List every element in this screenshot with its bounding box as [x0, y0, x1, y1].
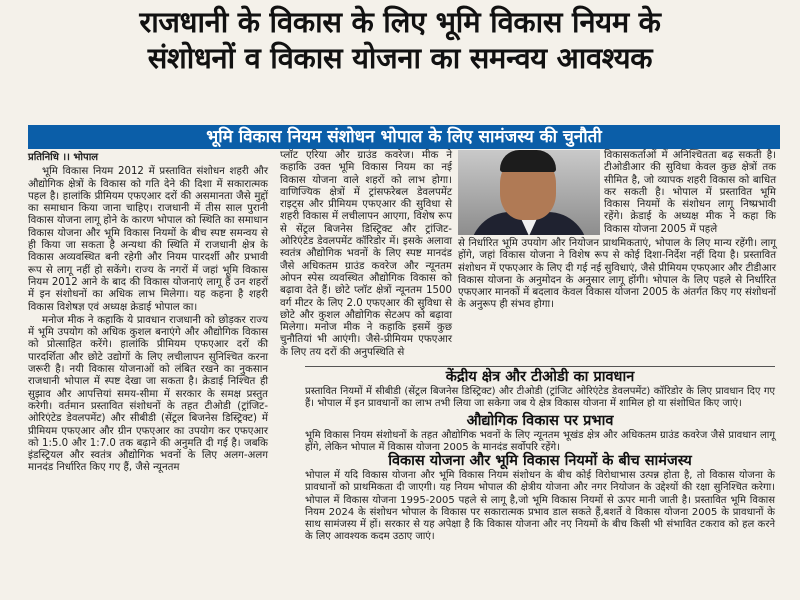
section-industrial [305, 412, 775, 455]
article-column-3-lower [458, 238, 776, 313]
headline-line-1: राजधानी के विकास के लिए भूमि विकास नियम के [139, 5, 661, 39]
headline-line-2: संशोधनों व विकास योजना का समन्वय आवश्यक [147, 41, 653, 75]
headline [0, 4, 800, 76]
paragraph: से निर्धारित भूमि उपयोग और नियोजन प्राथमिकताएं, भोपाल के लिए मान्य रहेंगी। लागू होंगे, जहां विकास योजना ने विशेष रूप से कोई दिशा-निर्देश नहीं दिया है। प्रस्तावित संशोधन में एफएआर के लिए दी गई नई सुविधाएं, जैसे प्रीमियम एफएआर और टीडीआर विकास योजना के अनुमोदन के अनुसार लागू होंगी। भोपाल के लिए पहले से निर्धारित एफएआर मानकों में बदलाव केवल विकास योजना 2005 के अंतर्गत किए गए संशोधनों के अनुरूप ही संभव होगा। [458, 238, 777, 311]
section-body: भूमि विकास नियम संशोधनों के तहत औद्योगिक भवनों के लिए न्यूनतम भूखंड क्षेत्र और अधिकतम ग्राउंड कवरेज जैसे प्रावधान लागू होंगे, लेकिन भोपाल में विकास योजना 2005 के मानदंड सर्वोपरि रहेंगे। [305, 430, 775, 454]
article-column-1 [28, 152, 268, 476]
section-title: केंद्रीय क्षेत्र और टीओडी का प्रावधान [445, 369, 635, 385]
paragraph: प्लॉट एरिया और ग्राउंड कवरेज। मीक ने कहाकि उक्त भूमि विकास नियम का नई विकास योजना वाले शहरों को लाभ होगा। वाणिज्यिक क्षेत्रों में ट्रांसफरेबल डेवलपमेंट राइट्स और प्रीमियम एफएआर की सुविधा से शहरी विकास में लचीलापन आएगा, विशेष रूप से सेंट्रल बिजनेस डिस्ट्रिक्ट और ट्रांजिट-ओरिएंटेड डेवलपमेंट कॉरिडोर में। इसके अलावा स्वतंत्र औद्योगिक भवनों के लिए स्पष्ट मानदंड जैसे अधिकतम ग्राउंड कवरेज और न्यूनतम ओपन स्पेस व्यवस्थित औद्योगिक विकास को बढ़ावा देते हैं। छोटे प्लॉट क्षेत्रों न्यूनतम 1500 वर्ग मीटर के लिए 2.0 एफएआर की सुविधा से छोटे और कुशल औद्योगिक सेटअप को बढ़ावा मिलेगा। मनोज मीक ने कहाकि इसमें कुछ चुनौतियां भी आएंगी। जैसे-प्रीमियम एफएआर के लिए तय दरों की अनुपस्थिति से [280, 150, 452, 358]
byline: प्रतिनिधि ।। भोपाल [28, 152, 99, 163]
article-column-3-upper [604, 150, 776, 237]
article-column-2 [280, 150, 452, 360]
section-title: विकास योजना और भूमि विकास नियमों के बीच सामंजस्य [388, 453, 692, 469]
author-photo [458, 150, 600, 235]
section-harmony [305, 452, 775, 544]
divider [305, 366, 775, 367]
subheadline-banner: भूमि विकास नियम संशोधन भोपाल के लिए सामंजस्य की चुनौती [28, 125, 780, 149]
paragraph: विकासकर्ताओं में अनिश्चितता बढ़ सकती है। टीओडीआर की सुविधा केवल कुछ क्षेत्रों तक सीमित है, जो व्यापक शहरी विकास को बाधित कर सकती है। भोपाल में प्रस्तावित भूमि विकास नियमों के संशोधन लागू निष्प्रभावी रहेंगे। क्रेडाई के अध्यक्ष मीक ने कहा कि विकास योजना 2005 में पहले [604, 150, 776, 235]
section-cbd-tod [305, 368, 775, 411]
paragraph: भूमि विकास नियम 2012 में प्रस्तावित संशोधन शहरी और औद्योगिक क्षेत्रों के विकास को गति देने की दिशा में सकारात्मक पहल है। हालांकि प्रीमियम एफएआर दरों की असमानता जैसे मुद्दों का समाधान किया जाना चाहिए। राजधानी में तीस साल पुरानी विकास योजना लागू होने के कारण भोपाल को स्थिति का समाधान विकास योजना और भूमि विकास नियमों के बीच स्पष्ट समन्वय से ही किया जा सकता है अन्यथा की स्थिति में राजधानी क्षेत्र के विकास अव्यवस्थित बनी रहेगी और नियम पारदर्शी और प्रभावी रूप से लागू नहीं हो सकेंगे। राज्य के नगरों में जहां भूमि विकास नियम 2012 आने के बाद की विकास योजनाएं लागू हैं उन शहरों में इन संशोधनों का अधिक लाभ मिलेगा। यह कहना है शहरी विकास विशेषज्ञ एवं अध्यक्ष क्रेडाई भोपाल का। [28, 166, 268, 313]
section-body: भोपाल में यदि विकास योजना और भूमि विकास नियम संशोधन के बीच कोई विरोधाभास उत्पन्न होता है, तो विकास योजना के प्रावधानों को प्राथमिकता दी जाएगी। यह नियम भोपाल की क्षेत्रीय योजना और नगर नियोजन के उद्देश्यों की रक्षा सुनिश्चित करेगा। भोपाल में विकास योजना 1995-2005 पहले से लागू है,जो भूमि विकास नियमों से ऊपर मानी जाती है। प्रस्तावित भूमि विकास नियम 2024 के संशोधन भोपाल के विकास पर सकारात्मक प्रभाव डाल सकते हैं,बशर्ते वे विकास योजना 2005 के प्रावधानों के साथ सामंजस्य में हों। सरकार से यह अपेक्षा है कि विकास योजना और नए नियमों के बीच किसी भी संभावित टकराव को हल करने के लिए आवश्यक कदम उठाए जाएं। [305, 470, 775, 543]
section-title: औद्योगिक विकास पर प्रभाव [466, 413, 614, 429]
paragraph: मनोज मीक ने कहाकि ये प्रावधान राजधानी को छोड़कर राज्य में भूमि उपयोग को अधिक कुशल बनाएंगे और औद्योगिक विकास को प्रोत्साहित करेंगे। हालांकि प्रीमियम एफएआर दरों की पारदर्शिता और छोटे उद्योगों के लिए लचीलापन सुनिश्चित करना जरूरी है। नयी विकास योजनाओं को लंबित रखने का नुकसान राजधानी भोपाल में स्पष्ट देखा जा सकता है। क्रेडाई निश्चित ही सुझाव और आपत्तियां समय-सीमा में सरकार के समक्ष प्रस्तुत करेगी। वर्तमान प्रस्तावित संशोधनों के तहत टीओडी (ट्रांजिट-ओरिएंटेड डेवलपमेंट) और सीबीडी (सेंट्रल बिजनेस डिस्ट्रिक्ट) में प्रीमियम एफएआर और ग्रीन एफएआर का उपयोग कर एफएआर को 1:5.0 और 1:7.0 तक बढ़ाने की अनुमति दी गई है। जबकि इंडस्ट्रियल और स्वतंत्र औद्योगिक भवनों के लिए अलग-अलग मानदंड निर्धारित किए गए हैं, जैसे न्यूनतम [28, 314, 268, 474]
section-body: प्रस्तावित नियमों में सीबीडी (सेंट्रल बिजनेस डिस्ट्रिक्ट) और टीओडी (ट्रांजिट ओरिएंटेड डेवलपमेंट) कॉरिडोर के लिए प्रावधान दिए गए हैं। भोपाल में इन प्रावधानों का लाभ तभी लिया जा सकेगा जब ये क्षेत्र विकास योजना में शामिल हो या संशोधित किए जाएं। [305, 386, 775, 410]
